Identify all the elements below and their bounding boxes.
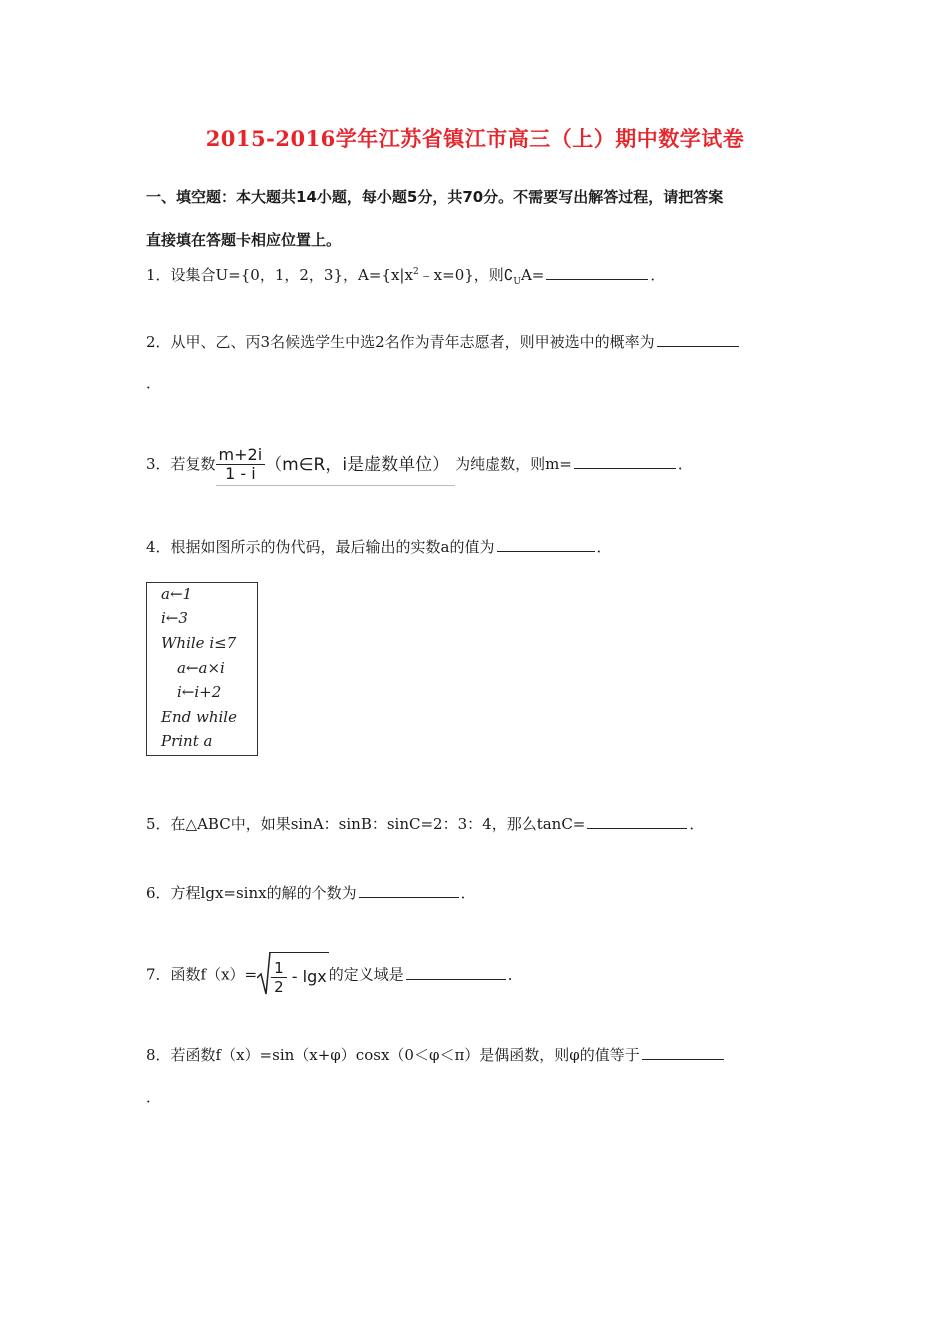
q1-text-pre: 1．设集合U={0，1，2，3}，A={x|x (146, 266, 413, 284)
code-line-7: Print a (161, 732, 213, 750)
code-line-5: i←i+2 (177, 683, 222, 701)
q6-answer-blank[interactable] (359, 896, 459, 898)
code-line-4: a←a×i (177, 659, 225, 677)
q5-text: 5．在△ABC中，如果sinA：sinB：sinC=2：3：4，那么tanC= (146, 815, 586, 833)
q1-text-post: A= (520, 266, 545, 284)
question-6 (146, 883, 476, 903)
q1-period: ． (650, 266, 666, 284)
code-line-3: While i≤7 (161, 634, 237, 652)
q7-answer-blank[interactable] (406, 978, 506, 980)
q7-denominator: 2 (274, 978, 284, 996)
code-line-6: End while (161, 708, 237, 726)
q8-text: 8．若函数f（x）=sin（x+φ）cosx（0＜φ＜π）是偶函数，则φ的值等于 (146, 1046, 640, 1064)
q7-sqrt-expression (257, 952, 329, 999)
q5-answer-blank[interactable] (587, 827, 687, 829)
q2-period: ． (146, 374, 162, 392)
question-7 (146, 952, 523, 999)
q1-answer-blank[interactable] (546, 278, 648, 280)
q3-condition: （m∈R，i是虚数单位） (265, 454, 450, 475)
q8-period: ． (146, 1088, 162, 1106)
question-4 (146, 537, 612, 557)
q3-text-post: 为纯虚数，则m= (455, 455, 572, 473)
q3-fraction (216, 446, 266, 483)
q4-answer-blank[interactable] (497, 550, 595, 552)
q7-numerator: 1 (271, 959, 287, 978)
q2-text: 2．从甲、乙、丙3名候选学生中选2名作为青年志愿者，则甲被选中的概率为 (146, 333, 655, 351)
q3-answer-blank[interactable] (574, 467, 676, 469)
q3-text-pre: 3．若复数 (146, 455, 216, 473)
q3-complex-formula (216, 445, 456, 486)
q7-text-post: 的定义域是 (328, 965, 404, 984)
q7-fraction (271, 959, 287, 996)
question-5 (146, 814, 704, 834)
question-1 (146, 262, 665, 292)
q5-period: ． (689, 815, 705, 833)
q3-denominator: 1 - i (225, 464, 256, 483)
q1-exponent: 2 (412, 267, 419, 277)
question-8 (146, 1045, 726, 1065)
q7-text-pre: 7．函数f（x）= (146, 965, 258, 984)
code-line-1: a←1 (161, 585, 193, 603)
q3-numerator: m+2i (216, 446, 266, 465)
section-instructions-line1: 一、填空题：本大题共14小题，每小题5分，共70分。不需要写出解答过程，请把答案 (146, 188, 724, 206)
q4-text: 4．根据如图所示的伪代码，最后输出的实数a的值为 (146, 538, 495, 556)
q7-radicand (269, 952, 329, 999)
code-line-2: i←3 (161, 609, 188, 627)
q4-period: ． (596, 538, 612, 556)
section-instructions-line2: 直接填在答题卡相应位置上。 (146, 231, 342, 249)
page-title: 2015-2016学年江苏省镇江市高三（上）期中数学试卷 (205, 126, 745, 151)
sqrt-radical-icon (257, 950, 271, 996)
question-3 (146, 444, 693, 486)
q7-radicand-rest: - lgx (291, 967, 327, 986)
q6-period: ． (460, 884, 476, 902)
q2-answer-blank[interactable] (657, 345, 739, 347)
question-2 (146, 332, 741, 352)
q1-text-mid: ﹣x=0}，则∁ (418, 266, 514, 284)
q7-period: ． (507, 965, 523, 984)
q3-period: ． (677, 455, 693, 473)
pseudocode-box (146, 582, 258, 756)
q8-answer-blank[interactable] (642, 1058, 724, 1060)
q1-subscript: U (513, 277, 521, 287)
q6-text: 6．方程lgx=sinx的解的个数为 (146, 884, 357, 902)
